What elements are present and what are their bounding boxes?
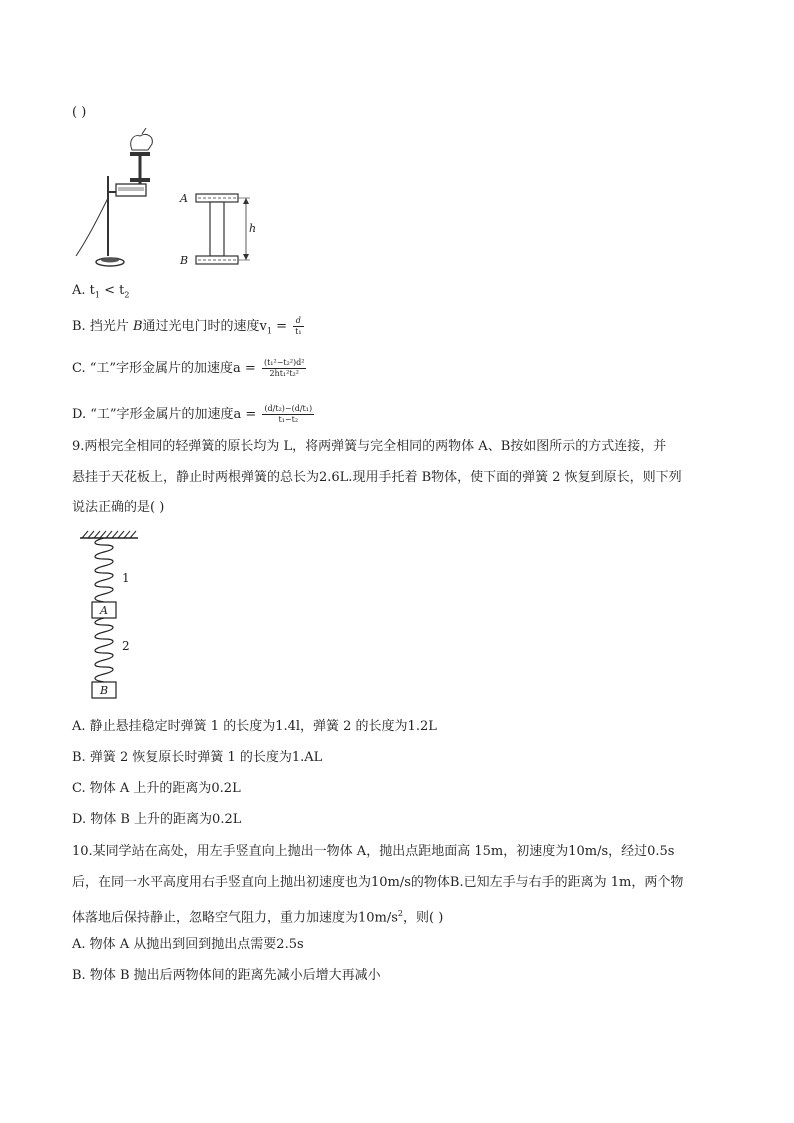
q9-option-b: B. 弹簧 2 恢复原长时弹簧 1 的长度为1.AL: [72, 750, 323, 765]
answer-paren: ( ): [72, 105, 87, 120]
spring-2-label: 2: [122, 639, 130, 653]
q8-option-a: A. $t_1 < t_2$: [72, 283, 130, 300]
q10-stem-line3: 体落地后保持静止，忽略空气阻力，重力加速度为$10m/s^2$，则( ): [72, 909, 444, 926]
q10-stem-line2: 后，在同一水平高度用右手竖直向上抛出初速度也为10m/s的物体B.已知左手与右手的距离为 1m，两个物: [72, 875, 684, 890]
q8-option-b: B. 挡光片 B通过光电门时的速度$v_1$ = $\frac{d}{\text{t₁}}$: [72, 316, 302, 336]
fraction: $\frac{\text{(t₁²−t₂²)d²}}{\text{2ht₁²t₂²}}$: [263, 358, 305, 378]
q9-stem-line2: 悬挂于天花板上，静止时两根弹簧的总长为2.6L.现用手托着 B物体，使下面的弹簧 2 恢复到原长，则下列: [72, 470, 682, 485]
label-b: B: [180, 254, 189, 267]
q9-stem-line3: 说法正确的是( ): [72, 500, 165, 515]
q9-option-a: A. 静止悬挂稳定时弹簧 1 的长度为1.4l，弹簧 2 的长度为1.2L: [72, 719, 437, 734]
q10-option-a: A. 物体 A 从抛出到回到抛出点需要2.5s: [72, 937, 304, 952]
q10-option-b: B. 物体 B 抛出后两物体间的距离先减小后增大再减小: [72, 968, 381, 983]
springs-figure: [78, 528, 158, 700]
fraction: $\frac{d}{\text{t₁}}$: [295, 316, 302, 336]
label-a: A: [180, 192, 188, 205]
photogate-figure: [68, 128, 268, 268]
fraction: $\frac{\text{(d/t₂)−(d/t₁)}}{\text{t₁−t₂}}$: [264, 404, 313, 424]
q10-stem-line1: 10.某同学站在高处，用左手竖直向上抛出一物体 A，抛出点距地面高 15m，初速度为10m/s，经过0.5s: [72, 844, 675, 859]
spring-1-label: 1: [122, 571, 130, 585]
block-b-label: B: [100, 684, 109, 697]
q9-option-d: D. 物体 B 上升的距离为0.2L: [72, 812, 242, 827]
block-a-label: A: [100, 604, 108, 617]
q8-option-d: D. “工”字形金属片的加速度a = $\frac{\text{(d/t₂)−(d/t₁)}}{\text{t₁−t₂}}$: [72, 404, 313, 424]
q9-option-c: C. 物体 A 上升的距离为0.2L: [72, 781, 241, 796]
label-h: h: [249, 222, 257, 235]
q8-option-c: C. “工”字形金属片的加速度a = $\frac{\text{(t₁²−t₂²)d²}}{\text{2ht₁²t₂²}}$: [72, 358, 305, 378]
q9-stem-line1: 9.两根完全相同的轻弹簧的原长均为 L，将两弹簧与完全相同的两物体 A、B按如图所示的方式连接，并: [72, 439, 667, 454]
